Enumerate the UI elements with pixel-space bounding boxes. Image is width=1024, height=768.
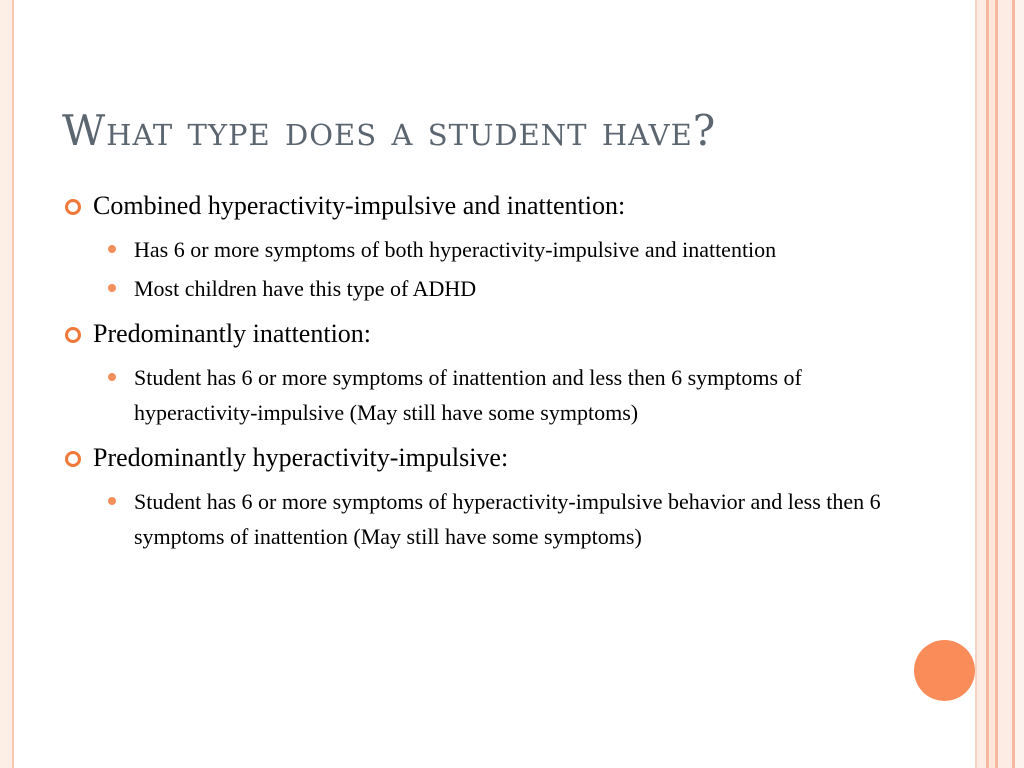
bullet-text: Combined hyperactivity-impulsive and inattention:	[93, 191, 626, 220]
decorative-circle	[914, 640, 975, 701]
right-stripe	[998, 0, 1012, 768]
ring-bullet-icon	[65, 451, 81, 467]
dot-bullet-icon	[108, 497, 116, 505]
right-stripe	[977, 0, 986, 768]
sub-bullet-text: Student has 6 or more symptoms of inattention and less then 6 symptoms of hyperactivity-impulsive (May still have some symptoms)	[134, 365, 802, 425]
sub-bullet-item	[60, 232, 920, 267]
bullet-text: Predominantly hyperactivity-impulsive:	[93, 443, 509, 472]
bullet-item	[60, 316, 920, 352]
sub-bullet-list	[60, 484, 920, 554]
bullet-text: Predominantly inattention:	[93, 319, 372, 348]
dot-bullet-icon	[108, 284, 116, 292]
left-border-line	[12, 0, 14, 768]
sub-bullet-list	[60, 360, 920, 430]
bullet-item	[60, 188, 920, 224]
left-border-band	[0, 0, 12, 768]
right-stripe	[1015, 0, 1024, 768]
sub-bullet-text: Most children have this type of ADHD	[134, 276, 477, 301]
ring-bullet-icon	[65, 199, 81, 215]
slide-title: What type does a student have?	[62, 106, 717, 155]
dot-bullet-icon	[108, 373, 116, 381]
sub-bullet-text: Student has 6 or more symptoms of hyperactivity-impulsive behavior and less then 6 symptoms of inattention (May still have some symptoms)	[134, 489, 881, 549]
sub-bullet-list	[60, 232, 920, 306]
sub-bullet-text: Has 6 or more symptoms of both hyperactivity-impulsive and inattention	[134, 237, 777, 262]
sub-bullet-item	[60, 360, 920, 430]
sub-bullet-item	[60, 271, 920, 306]
ring-bullet-icon	[65, 327, 81, 343]
bullet-item	[60, 440, 920, 476]
sub-bullet-item	[60, 484, 920, 554]
slide-content	[60, 188, 920, 564]
dot-bullet-icon	[108, 245, 116, 253]
